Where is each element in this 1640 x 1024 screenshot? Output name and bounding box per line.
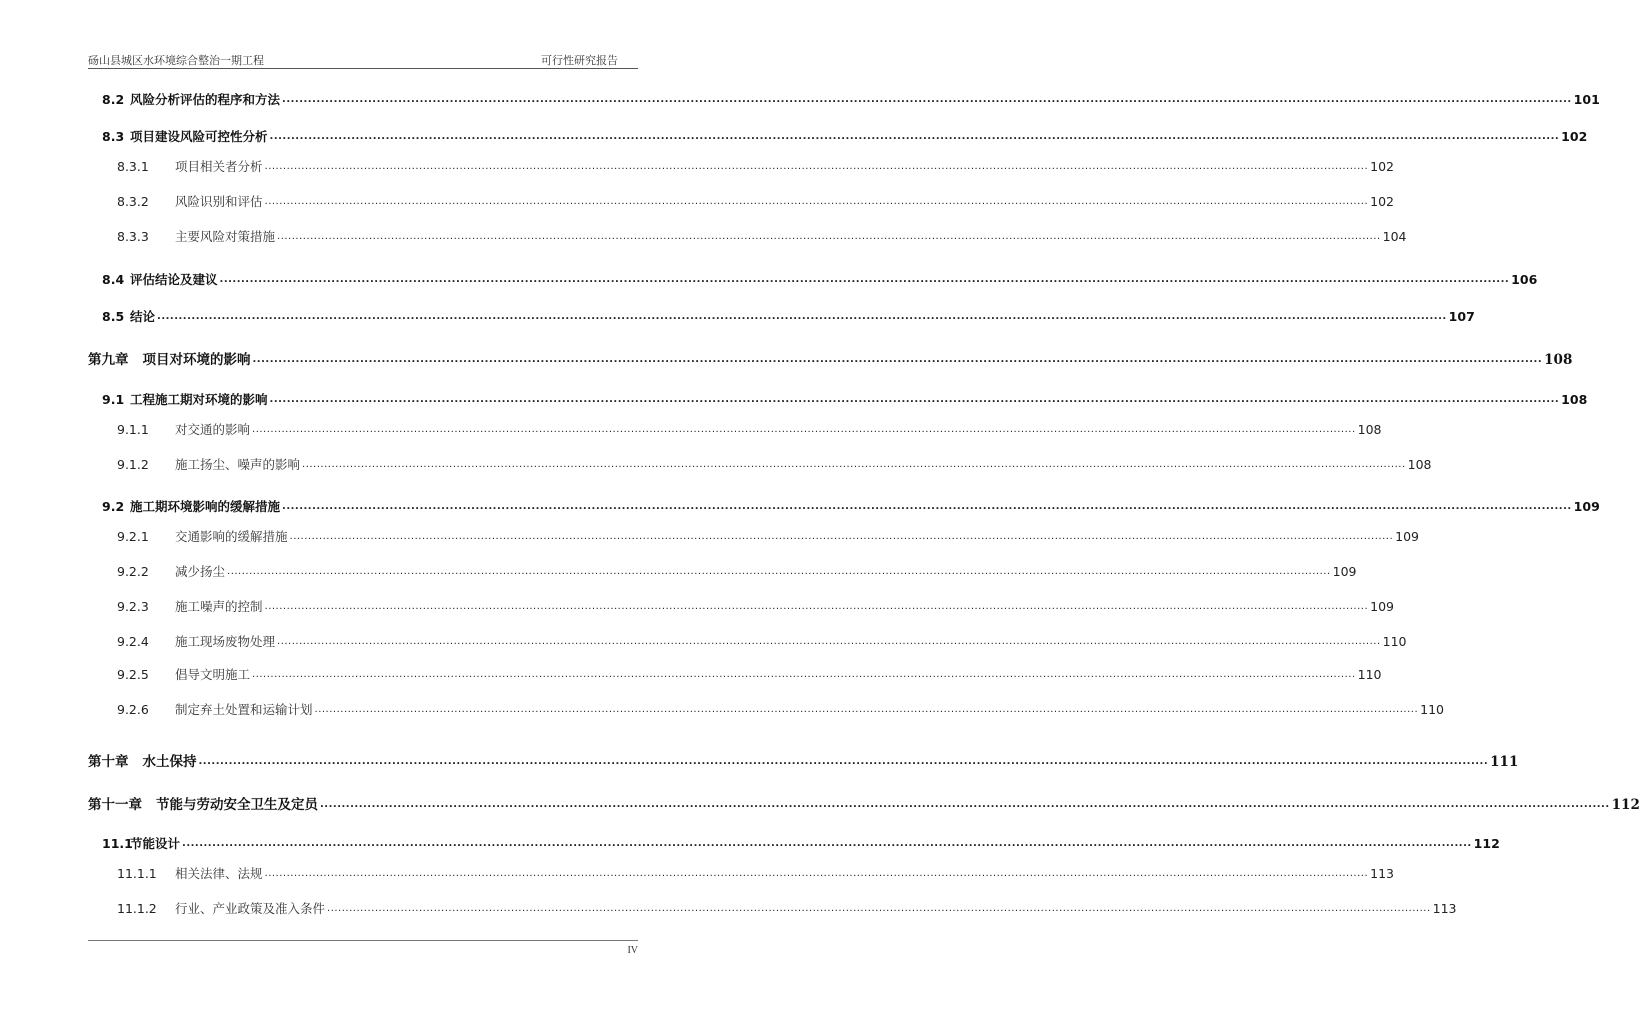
page-footer [88, 940, 638, 956]
toc-entry[interactable] [117, 190, 1394, 210]
toc-entry-page: 108 [1544, 352, 1573, 368]
toc-entry-page: 108 [1357, 422, 1382, 437]
toc-entry-number: 第十章 [88, 754, 129, 770]
toc-entry-title: 水土保持 [142, 754, 197, 770]
toc-entry-page: 109 [1332, 564, 1357, 579]
toc-entry-page: 102 [1370, 159, 1394, 174]
toc-dot-leader: ............................................................................................................................................................................................................................................................................................................ [227, 566, 1331, 577]
toc-entry-page: 108 [1407, 457, 1432, 472]
toc-entry-number: 11.1 [102, 836, 133, 851]
toc-entry-title: 工程施工期对环境的影响 [130, 392, 268, 407]
toc-entry-page: 110 [1420, 702, 1444, 717]
toc-entry-title: 项目相关者分析 [175, 159, 263, 174]
toc-dot-leader: ............................................................................................................................................................................................................................................................................................................ [277, 636, 1381, 647]
toc-entry-page: 112 [1611, 797, 1640, 813]
toc-entry[interactable] [88, 793, 1640, 813]
toc-dot-leader: ............................................................................................................................................................................................................................................................................................................ [282, 94, 1572, 105]
toc-entry[interactable] [102, 125, 1588, 145]
toc-dot-leader: ............................................................................................................................................................................................................................................................................................................ [282, 501, 1572, 512]
toc-dot-leader: ............................................................................................................................................................................................................................................................................................................ [269, 131, 1560, 142]
toc-dot-leader: ............................................................................................................................................................................................................................................................................................................ [264, 601, 1369, 612]
toc-entry-page: 102 [1561, 129, 1588, 144]
toc-entry[interactable] [117, 525, 1419, 545]
toc-entry[interactable] [102, 88, 1600, 108]
toc-entry-title: 主要风险对策措施 [175, 229, 276, 244]
toc-entry[interactable] [117, 418, 1382, 438]
toc-entry-page: 111 [1490, 754, 1519, 770]
page-number: IV [627, 945, 638, 956]
toc-entry-page: 109 [1573, 499, 1600, 514]
toc-dot-leader: ............................................................................................................................................................................................................................................................................................................ [252, 354, 1543, 365]
toc-entry-number: 8.4 [102, 272, 125, 287]
toc-dot-leader: ............................................................................................................................................................................................................................................................................................................ [252, 424, 1356, 435]
toc-entry-title: 行业、产业政策及准入条件 [175, 901, 326, 916]
toc-entry-number: 9.1 [102, 392, 125, 407]
toc-entry[interactable] [88, 348, 1573, 368]
toc-entry-title: 交通影响的缓解措施 [175, 529, 288, 544]
toc-dot-leader: ............................................................................................................................................................................................................................................................................................................ [182, 838, 1472, 849]
toc-entry-title: 施工现场废物处理 [175, 634, 276, 649]
toc-dot-leader: ............................................................................................................................................................................................................................................................................................................ [264, 161, 1369, 172]
toc-entry-number: 9.2 [102, 499, 125, 514]
toc-entry-page: 109 [1395, 529, 1419, 544]
toc-entry[interactable] [117, 560, 1357, 580]
toc-entry-number: 9.2.3 [117, 599, 149, 614]
toc-entry-title: 项目对环境的影响 [142, 352, 251, 368]
toc-dot-leader: ............................................................................................................................................................................................................................................................................................................ [289, 531, 1394, 542]
toc-entry-number: 9.2.4 [117, 634, 149, 649]
toc-dot-leader: ............................................................................................................................................................................................................................................................................................................ [264, 196, 1369, 207]
header-report-type: 可行性研究报告 [541, 54, 618, 67]
toc-entry-number: 9.2.2 [117, 564, 149, 579]
header-project-title: 砀山县城区水环境综合整治一期工程 [88, 54, 264, 67]
toc-entry-title: 项目建设风险可控性分析 [130, 129, 268, 144]
toc-entry-page: 104 [1382, 229, 1407, 244]
toc-entry[interactable] [102, 268, 1538, 288]
toc-entry-title: 减少扬尘 [175, 564, 226, 579]
toc-entry-page: 113 [1432, 901, 1457, 916]
toc-entry[interactable] [117, 862, 1394, 882]
toc-entry-number: 8.3 [102, 129, 125, 144]
toc-entry[interactable] [117, 897, 1457, 917]
toc-dot-leader: ............................................................................................................................................................................................................................................................................................................ [252, 669, 1356, 680]
toc-entry[interactable] [88, 750, 1519, 770]
toc-entry-title: 结论 [130, 309, 156, 324]
toc-entry[interactable] [117, 225, 1407, 245]
toc-entry[interactable] [102, 495, 1600, 515]
toc-entry-number: 8.2 [102, 92, 125, 107]
toc-entry-number: 11.1.1 [117, 866, 157, 881]
toc-entry-number: 11.1.2 [117, 901, 157, 916]
toc-entry-title: 施工扬尘、噪声的影响 [175, 457, 301, 472]
toc-entry-title: 对交通的影响 [175, 422, 251, 437]
toc-entry-number: 8.3.1 [117, 159, 149, 174]
toc-entry-page: 112 [1473, 836, 1500, 851]
toc-entry-page: 109 [1370, 599, 1394, 614]
toc-entry[interactable] [117, 453, 1432, 473]
toc-entry-title: 相关法律、法规 [175, 866, 263, 881]
toc-entry-page: 113 [1370, 866, 1394, 881]
toc-entry-title: 倡导文明施工 [175, 667, 251, 682]
toc-dot-leader: ............................................................................................................................................................................................................................................................................................................ [269, 394, 1560, 405]
toc-entry-number: 9.1.1 [117, 422, 149, 437]
toc-entry-number: 8.5 [102, 309, 125, 324]
toc-entry-page: 106 [1511, 272, 1538, 287]
toc-entry-number: 第九章 [88, 352, 129, 368]
page-header [88, 50, 638, 69]
toc-entry[interactable] [102, 388, 1588, 408]
toc-dot-leader: ............................................................................................................................................................................................................................................................................................................ [314, 704, 1419, 715]
toc-entry-title: 节能与劳动安全卫生及定员 [156, 797, 318, 813]
toc-entry[interactable] [117, 595, 1394, 615]
toc-entry-title: 风险分析评估的程序和方法 [130, 92, 281, 107]
toc-dot-leader: ............................................................................................................................................................................................................................................................................................................ [157, 311, 1447, 322]
toc-dot-leader: ............................................................................................................................................................................................................................................................................................................ [302, 459, 1406, 470]
toc-entry-number: 8.3.2 [117, 194, 149, 209]
toc-dot-leader: ............................................................................................................................................................................................................................................................................................................ [198, 756, 1489, 767]
toc-entry-title: 施工噪声的控制 [175, 599, 263, 614]
toc-entry[interactable] [117, 663, 1382, 683]
toc-entry-title: 节能设计 [130, 836, 181, 851]
toc-entry-title: 评估结论及建议 [130, 272, 218, 287]
toc-entry-number: 8.3.3 [117, 229, 149, 244]
toc-entry-page: 102 [1370, 194, 1394, 209]
toc-dot-leader: ............................................................................................................................................................................................................................................................................................................ [219, 274, 1510, 285]
toc-entry-page: 108 [1561, 392, 1588, 407]
toc-entry-page: 110 [1357, 667, 1382, 682]
toc-dot-leader: ............................................................................................................................................................................................................................................................................................................ [320, 799, 1610, 810]
toc-entry-number: 9.2.5 [117, 667, 149, 682]
toc-dot-leader: ............................................................................................................................................................................................................................................................................................................ [277, 231, 1381, 242]
toc-entry-number: 9.2.6 [117, 702, 149, 717]
toc-dot-leader: ............................................................................................................................................................................................................................................................................................................ [264, 868, 1369, 879]
toc-entry-title: 制定弃土处置和运输计划 [175, 702, 313, 717]
toc-entry[interactable] [117, 155, 1394, 175]
toc-entry-title: 风险识别和评估 [175, 194, 263, 209]
toc-entry-page: 101 [1573, 92, 1600, 107]
toc-entry-title: 施工期环境影响的缓解措施 [130, 499, 281, 514]
toc-entry[interactable] [102, 832, 1500, 852]
toc-entry-number: 9.2.1 [117, 529, 149, 544]
toc-entry-page: 107 [1448, 309, 1475, 324]
toc-entry-number: 9.1.2 [117, 457, 149, 472]
toc-entry[interactable] [117, 630, 1407, 650]
toc-entry-page: 110 [1382, 634, 1407, 649]
toc-entry[interactable] [117, 698, 1444, 718]
toc-entry-number: 第十一章 [88, 797, 142, 813]
toc-dot-leader: ............................................................................................................................................................................................................................................................................................................ [327, 903, 1431, 914]
toc-entry[interactable] [102, 305, 1475, 325]
